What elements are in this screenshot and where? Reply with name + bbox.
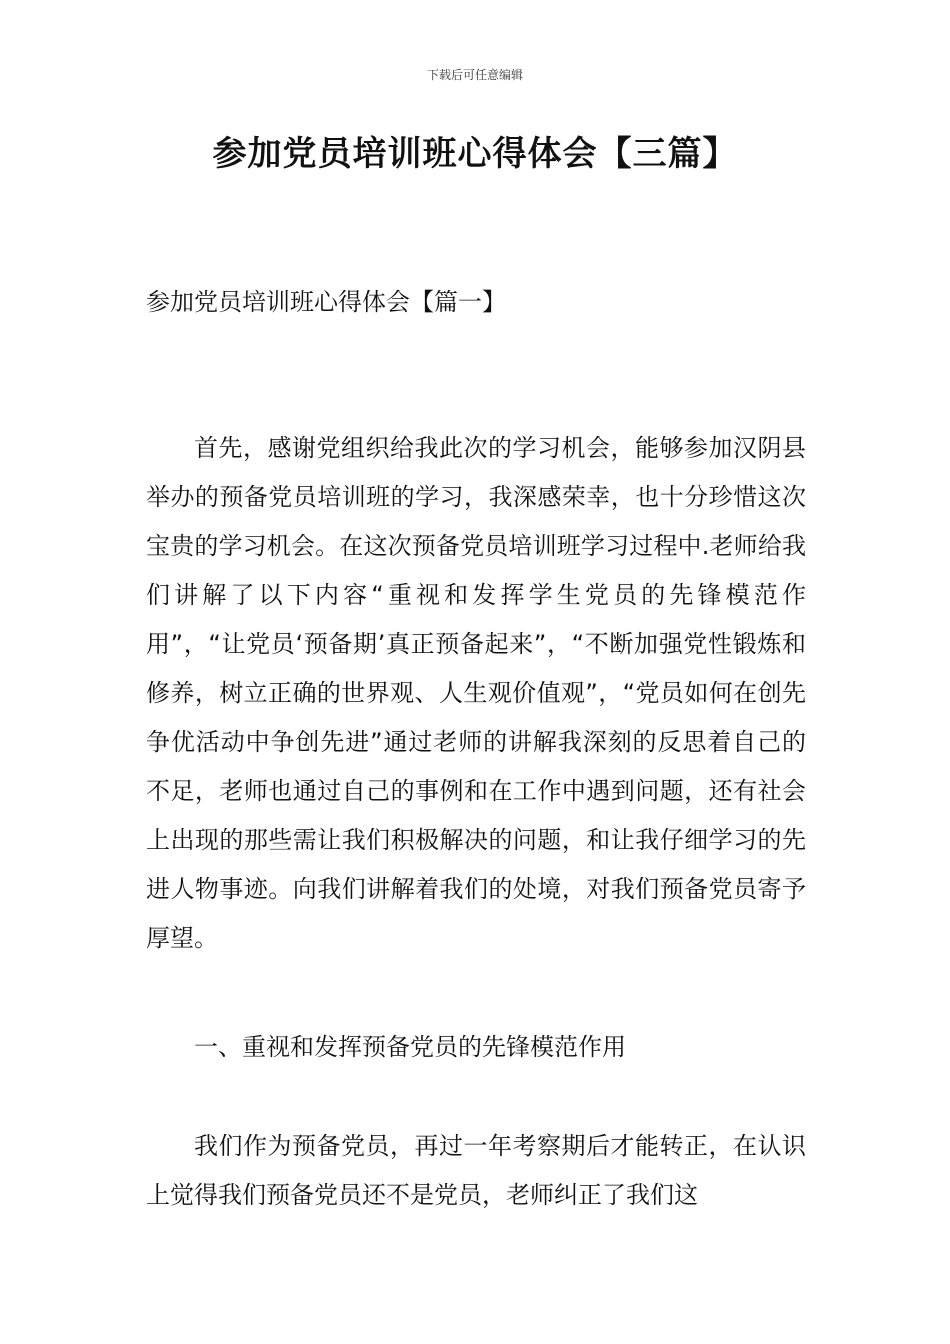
header-note: 下载后可任意编辑 [426, 68, 523, 82]
document-title: 参加党员培训班心得体会【三篇】 [212, 134, 738, 174]
body-paragraph: 我们作为预备党员，再过一年考察期后才能转正，在认识上觉得我们预备党员还不是党员，老师纠正了我们这 [146, 1132, 806, 1209]
body-paragraph: 首先，感谢党组织给我此次的学习机会，能够参加汉阴县举办的预备党员培训班的学习，我深感荣幸，也十分珍惜这次宝贵的学习机会。在这次预备党员培训班学习过程中.老师给我们讲解了以下内容“重视和发挥学生党员的先锋模范作用”，“让党员‘预备期’真正预备起来”，“不断加强党性锻炼和修养，树立正确的世界观、人生观价值观”，“党员如何在创先争优活动中争创先进”通过老师的讲解我深刻的反思着自己的不足，老师也通过自己的事例和在工作中遇到问题，还有社会上出现的那些需让我们积极解决的问题，和让我仔细学习的先进人物事迹。向我们讲解着我们的处境，对我们预备党员寄予厚望。 [146, 434, 806, 952]
section-heading: 参加党员培训班心得体会【篇一】 [146, 288, 506, 316]
subsection-heading: 一、重视和发挥预备党员的先锋模范作用 [194, 1033, 626, 1061]
